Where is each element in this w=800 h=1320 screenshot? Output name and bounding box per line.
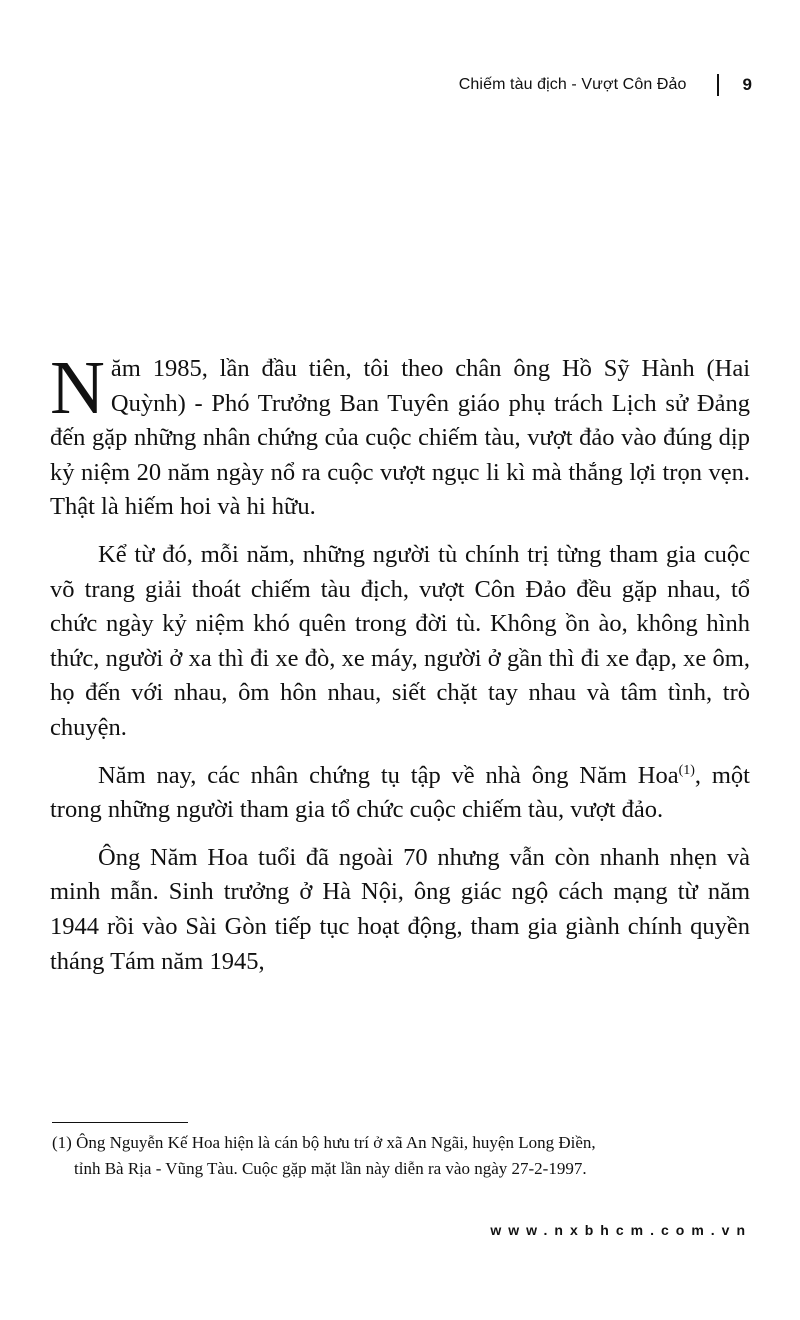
footnote-separator — [52, 1122, 188, 1123]
running-header — [459, 74, 752, 96]
paragraph-1-text: ăm 1985, lần đầu tiên, tôi theo chân ông Hồ Sỹ Hành (Hai Quỳnh) - Phó Trưởng Ban Tuyên giáo phụ trách Lịch sử Đảng đến gặp những nhân chứng của cuộc chiếm tàu, vượt đảo vào đúng dịp kỷ niệm 20 năm ngày nổ ra cuộc vượt ngục li kì mà thắng lợi trọn vẹn. Thật là hiếm hoi và hi hữu. — [50, 355, 750, 521]
publisher-url: www.nxbhcm.com.vn — [490, 1222, 752, 1238]
paragraph-3 — [50, 759, 750, 828]
running-title: Chiếm tàu địch - Vượt Côn Đảo — [458, 76, 687, 93]
paragraph-1 — [50, 346, 750, 525]
paragraph-2: Kể từ đó, mỗi năm, những người tù chính trị từng tham gia cuộc võ trang giải thoát chiếm tàu địch, vượt Côn Đảo đều gặp nhau, tổ chức ngày kỷ niệm khó quên trong đời tù. Không ồn ào, không hình thức, người ở xa thì đi xe đò, xe máy, người ở gần thì đi xe đạp, xe ôm, họ đến với nhau, ôm hôn nhau, siết chặt tay nhau và tâm tình, trò chuyện. — [50, 540, 750, 741]
header-divider — [717, 74, 719, 96]
paragraph-3-text-end: , một trong những người tham gia tổ chức cuộc chiếm tàu, vượt đảo. — [50, 761, 750, 824]
footnote — [52, 1130, 756, 1182]
footnote-line-1: (1) Ông Nguyễn Kế Hoa hiện là cán bộ hưu trí ở xã An Ngãi, huyện Long Điền, — [52, 1133, 596, 1152]
paragraph-4: Ông Năm Hoa tuổi đã ngoài 70 nhưng vẫn còn nhanh nhẹn và minh mẫn. Sinh trưởng ở Hà Nội, ông giác ngộ cách mạng từ năm 1944 rồi vào Sài Gòn tiếp tục hoạt động, tham gia giành chính quyền tháng Tám năm 1945, — [50, 843, 750, 975]
body-text — [50, 346, 750, 992]
footnote-line-2: tỉnh Bà Rịa - Vũng Tàu. Cuộc gặp mặt lần này diễn ra vào ngày 27-2-1997. — [74, 1159, 587, 1178]
footnote-reference: (1) — [678, 762, 695, 778]
page-number: 9 — [742, 75, 752, 94]
drop-cap: N — [50, 346, 105, 430]
paragraph-3-text-start: Năm nay, các nhân chứng tụ tập về nhà ông Năm Hoa — [98, 761, 679, 789]
